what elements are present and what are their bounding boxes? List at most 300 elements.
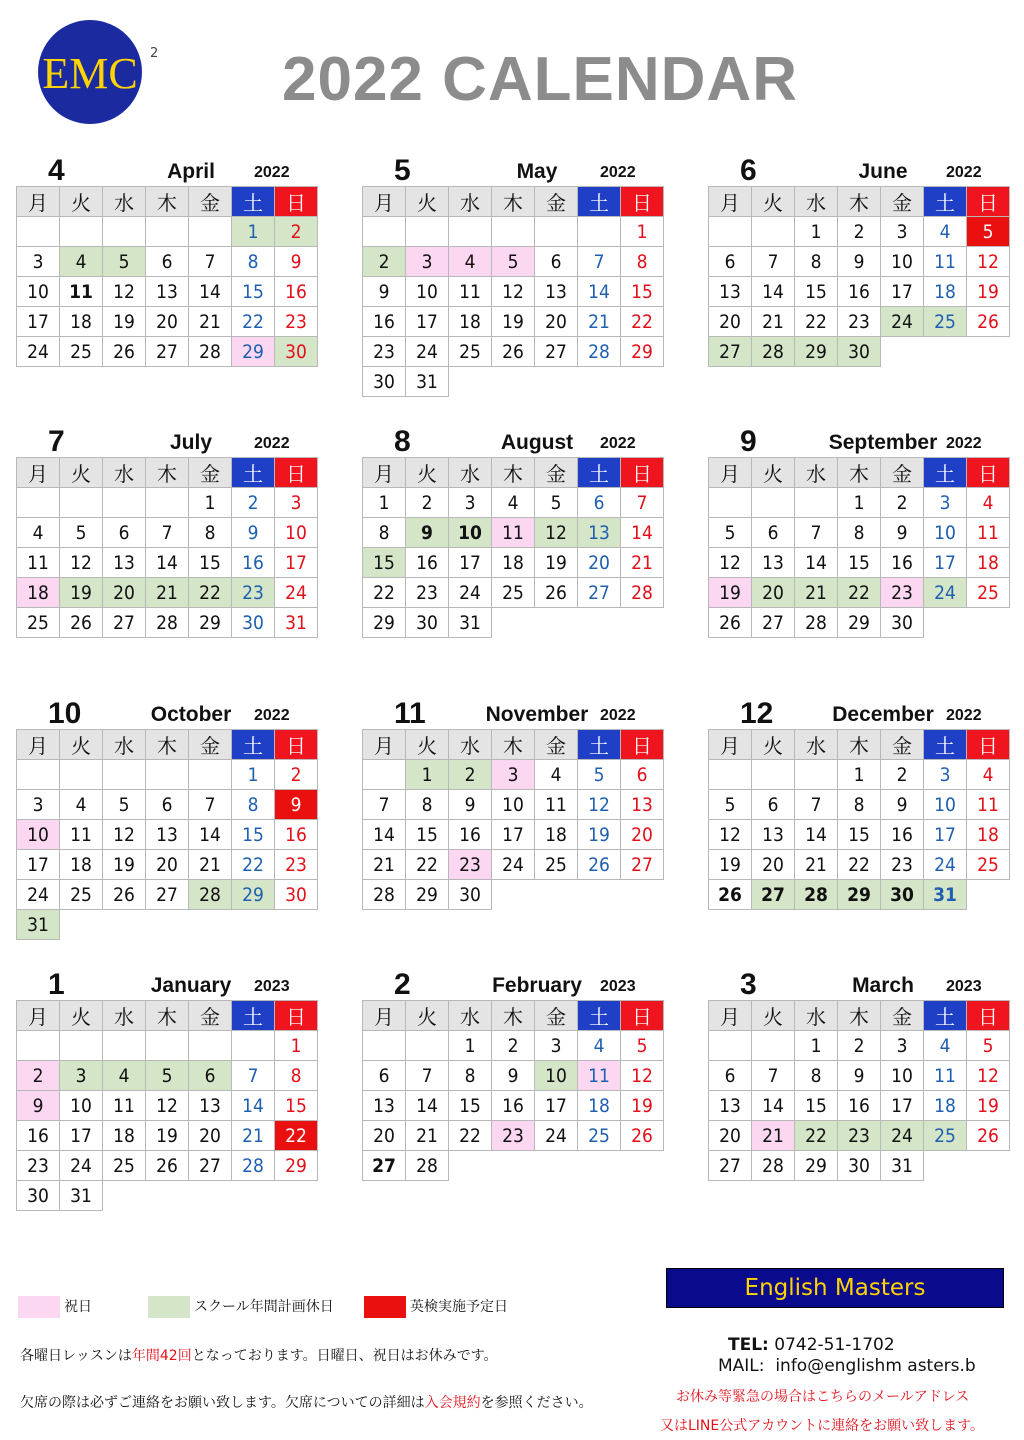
day-cell: 27	[752, 608, 795, 638]
day-cell: 14	[189, 820, 232, 850]
day-cell: 18	[17, 578, 60, 608]
month-year: 2022	[946, 707, 982, 724]
day-cell: 16	[232, 548, 275, 578]
day-cell: 19	[967, 277, 1010, 307]
day-cell: 11	[17, 548, 60, 578]
weekday-header: 水	[449, 187, 492, 217]
blank-cell	[881, 337, 924, 367]
weekday-header: 土	[924, 187, 967, 217]
month-year: 2023	[254, 978, 290, 995]
blank-cell	[189, 760, 232, 790]
blank-cell	[232, 1031, 275, 1061]
weekday-header: 土	[924, 1001, 967, 1031]
day-cell: 7	[578, 247, 621, 277]
blank-cell	[60, 760, 103, 790]
month-number: 1	[48, 968, 65, 1001]
day-cell: 6	[146, 790, 189, 820]
day-cell: 12	[621, 1061, 664, 1091]
day-cell: 5	[967, 1031, 1010, 1061]
day-cell: 16	[275, 277, 318, 307]
day-cell: 30	[17, 1181, 60, 1211]
day-cell: 10	[924, 790, 967, 820]
day-cell: 22	[232, 850, 275, 880]
weekday-header: 木	[146, 1001, 189, 1031]
day-cell: 13	[709, 277, 752, 307]
day-cell: 21	[232, 1121, 275, 1151]
day-cell: 20	[363, 1121, 406, 1151]
weekday-header: 日	[621, 458, 664, 488]
day-cell: 1	[621, 217, 664, 247]
day-cell: 2	[838, 1031, 881, 1061]
blank-cell	[492, 880, 535, 910]
day-cell: 5	[103, 790, 146, 820]
day-cell: 6	[709, 1061, 752, 1091]
blank-cell	[492, 217, 535, 247]
blank-cell	[363, 760, 406, 790]
day-cell: 23	[363, 337, 406, 367]
weekday-header: 日	[275, 187, 318, 217]
day-cell: 19	[103, 850, 146, 880]
day-cell: 8	[449, 1061, 492, 1091]
blank-cell	[103, 488, 146, 518]
day-cell: 16	[881, 548, 924, 578]
holiday-swatch	[18, 1296, 60, 1318]
lesson-note: 各曜日レッスンは年間42回となっております。日曜日、祝日はお休みです。	[20, 1348, 498, 1364]
day-cell: 26	[103, 337, 146, 367]
blank-cell	[924, 337, 967, 367]
blank-cell	[189, 1031, 232, 1061]
day-cell: 20	[189, 1121, 232, 1151]
day-cell: 5	[146, 1061, 189, 1091]
day-cell: 4	[967, 760, 1010, 790]
weekday-header: 月	[709, 458, 752, 488]
weekday-header: 日	[967, 187, 1010, 217]
day-cell: 20	[578, 548, 621, 578]
blank-cell	[275, 910, 318, 940]
day-cell: 11	[967, 518, 1010, 548]
day-cell: 29	[838, 880, 881, 910]
blank-cell	[449, 217, 492, 247]
blank-cell	[17, 1031, 60, 1061]
blank-cell	[492, 1151, 535, 1181]
blank-cell	[535, 217, 578, 247]
weekday-header: 金	[189, 1001, 232, 1031]
day-cell: 11	[924, 247, 967, 277]
day-cell: 14	[752, 277, 795, 307]
day-cell: 26	[967, 1121, 1010, 1151]
day-cell: 23	[275, 307, 318, 337]
day-cell: 5	[60, 518, 103, 548]
day-cell: 25	[967, 850, 1010, 880]
day-cell: 4	[492, 488, 535, 518]
day-cell: 28	[232, 1151, 275, 1181]
blank-cell	[752, 217, 795, 247]
day-cell: 23	[881, 578, 924, 608]
day-cell: 15	[838, 548, 881, 578]
day-cell: 3	[60, 1061, 103, 1091]
day-cell: 12	[146, 1091, 189, 1121]
weekday-header: 火	[752, 187, 795, 217]
day-cell: 18	[492, 548, 535, 578]
month-year: 2022	[254, 707, 290, 724]
weekday-header: 水	[103, 730, 146, 760]
page-title: 2022 CALENDAR	[281, 45, 799, 114]
day-cell: 25	[924, 1121, 967, 1151]
day-cell: 2	[881, 488, 924, 518]
day-cell: 21	[752, 1121, 795, 1151]
day-cell: 16	[492, 1091, 535, 1121]
day-cell: 11	[967, 790, 1010, 820]
day-cell: 20	[709, 307, 752, 337]
day-cell: 1	[838, 488, 881, 518]
day-cell: 4	[967, 488, 1010, 518]
day-cell: 23	[838, 1121, 881, 1151]
weekday-header: 木	[146, 187, 189, 217]
day-cell: 21	[406, 1121, 449, 1151]
month-number: 7	[48, 425, 65, 458]
month-year: 2022	[254, 164, 290, 181]
month-number: 8	[394, 425, 411, 458]
month-name: August	[500, 431, 574, 454]
day-cell: 26	[621, 1121, 664, 1151]
day-cell: 3	[406, 247, 449, 277]
blank-cell	[578, 217, 621, 247]
day-cell: 14	[406, 1091, 449, 1121]
day-cell: 4	[924, 217, 967, 247]
weekday-header: 水	[449, 1001, 492, 1031]
day-cell: 7	[232, 1061, 275, 1091]
day-cell: 22	[795, 307, 838, 337]
day-cell: 4	[103, 1061, 146, 1091]
day-cell: 20	[621, 820, 664, 850]
day-cell: 20	[535, 307, 578, 337]
month-name: May	[516, 160, 558, 183]
svg-text:EMC: EMC	[42, 49, 138, 98]
weekday-header: 火	[752, 1001, 795, 1031]
weekday-header: 水	[449, 730, 492, 760]
day-cell: 12	[103, 820, 146, 850]
day-cell: 11	[492, 518, 535, 548]
day-cell: 11	[103, 1091, 146, 1121]
day-cell: 11	[578, 1061, 621, 1091]
month-name: December	[832, 703, 934, 726]
day-cell: 4	[17, 518, 60, 548]
weekday-header: 火	[406, 458, 449, 488]
blank-cell	[621, 880, 664, 910]
weekday-header: 土	[578, 187, 621, 217]
blank-cell	[492, 608, 535, 638]
blank-cell	[406, 217, 449, 247]
day-cell: 13	[709, 1091, 752, 1121]
day-cell: 3	[881, 217, 924, 247]
day-cell: 14	[795, 548, 838, 578]
day-cell: 19	[60, 578, 103, 608]
day-cell: 9	[275, 790, 318, 820]
day-cell: 15	[189, 548, 232, 578]
day-cell: 19	[535, 548, 578, 578]
day-cell: 19	[709, 578, 752, 608]
day-cell: 26	[578, 850, 621, 880]
day-cell: 7	[189, 790, 232, 820]
day-cell: 24	[449, 578, 492, 608]
day-cell: 18	[60, 850, 103, 880]
blank-cell	[406, 1031, 449, 1061]
day-cell: 25	[967, 578, 1010, 608]
day-cell: 25	[492, 578, 535, 608]
day-cell: 12	[535, 518, 578, 548]
month-number: 4	[48, 154, 65, 187]
day-cell: 17	[17, 850, 60, 880]
day-cell: 9	[232, 518, 275, 548]
weekday-header: 金	[189, 730, 232, 760]
weekday-header: 火	[60, 730, 103, 760]
day-cell: 18	[60, 307, 103, 337]
blank-cell	[578, 367, 621, 397]
day-cell: 14	[363, 820, 406, 850]
day-cell: 10	[17, 277, 60, 307]
day-cell: 30	[838, 337, 881, 367]
weekday-header: 月	[709, 187, 752, 217]
weekday-header: 水	[449, 458, 492, 488]
day-cell: 26	[146, 1151, 189, 1181]
day-cell: 22	[232, 307, 275, 337]
day-cell: 9	[275, 247, 318, 277]
weekday-header: 水	[795, 730, 838, 760]
day-cell: 15	[406, 820, 449, 850]
day-cell: 9	[838, 247, 881, 277]
month-year: 2022	[600, 164, 636, 181]
brand-banner: English Masters	[666, 1268, 1004, 1308]
day-cell: 31	[881, 1151, 924, 1181]
day-cell: 8	[838, 518, 881, 548]
day-cell: 9	[363, 277, 406, 307]
weekday-header: 月	[363, 458, 406, 488]
day-cell: 2	[406, 488, 449, 518]
day-cell: 8	[406, 790, 449, 820]
blank-cell	[103, 910, 146, 940]
day-cell: 8	[621, 247, 664, 277]
month-name: February	[492, 974, 582, 997]
day-cell: 16	[838, 277, 881, 307]
day-cell: 23	[232, 578, 275, 608]
day-cell: 3	[17, 247, 60, 277]
day-cell: 23	[406, 578, 449, 608]
month-table	[16, 1000, 318, 1211]
day-cell: 7	[363, 790, 406, 820]
day-cell: 10	[406, 277, 449, 307]
day-cell: 20	[146, 850, 189, 880]
day-cell: 8	[795, 247, 838, 277]
day-cell: 8	[838, 790, 881, 820]
day-cell: 30	[881, 880, 924, 910]
day-cell: 17	[924, 548, 967, 578]
day-cell: 16	[449, 820, 492, 850]
day-cell: 8	[795, 1061, 838, 1091]
day-cell: 18	[449, 307, 492, 337]
day-cell: 13	[752, 548, 795, 578]
month-year: 2022	[600, 435, 636, 452]
day-cell: 20	[752, 578, 795, 608]
blank-cell	[60, 217, 103, 247]
weekday-header: 月	[363, 730, 406, 760]
day-cell: 15	[232, 820, 275, 850]
day-cell: 2	[449, 760, 492, 790]
weekday-header: 火	[60, 1001, 103, 1031]
blank-cell	[795, 760, 838, 790]
day-cell: 2	[363, 247, 406, 277]
month-name: April	[167, 160, 215, 183]
weekday-header: 土	[232, 730, 275, 760]
month-name: July	[169, 431, 213, 454]
month-number: 10	[48, 697, 82, 730]
weekday-header: 土	[232, 187, 275, 217]
day-cell: 26	[492, 337, 535, 367]
day-cell: 19	[492, 307, 535, 337]
day-cell: 25	[449, 337, 492, 367]
blank-cell	[232, 910, 275, 940]
day-cell: 7	[752, 247, 795, 277]
day-cell: 29	[795, 337, 838, 367]
day-cell: 4	[449, 247, 492, 277]
month-table	[708, 186, 1010, 367]
blank-cell	[449, 367, 492, 397]
day-cell: 13	[578, 518, 621, 548]
logo-superscript: 2	[150, 46, 159, 61]
day-cell: 8	[363, 518, 406, 548]
day-cell: 20	[146, 307, 189, 337]
day-cell: 19	[621, 1091, 664, 1121]
emergency-note-1: お休み等緊急の場合はこちらのメールアドレス	[676, 1389, 970, 1405]
weekday-header: 月	[17, 1001, 60, 1031]
day-cell: 29	[838, 608, 881, 638]
day-cell: 12	[492, 277, 535, 307]
day-cell: 29	[275, 1151, 318, 1181]
blank-cell	[146, 910, 189, 940]
day-cell: 20	[752, 850, 795, 880]
day-cell: 26	[967, 307, 1010, 337]
legend-school: スクール年間計画休日	[194, 1299, 334, 1315]
month-table	[708, 457, 1010, 638]
day-cell: 8	[275, 1061, 318, 1091]
day-cell: 24	[881, 1121, 924, 1151]
day-cell: 23	[492, 1121, 535, 1151]
day-cell: 6	[103, 518, 146, 548]
day-cell: 18	[924, 1091, 967, 1121]
mail-link[interactable]: info@englishm asters.b	[775, 1356, 976, 1376]
day-cell: 25	[60, 337, 103, 367]
month-may	[362, 154, 666, 397]
day-cell: 23	[881, 850, 924, 880]
day-cell: 25	[17, 608, 60, 638]
day-cell: 30	[363, 367, 406, 397]
day-cell: 10	[449, 518, 492, 548]
day-cell: 9	[881, 790, 924, 820]
day-cell: 28	[752, 1151, 795, 1181]
blank-cell	[967, 608, 1010, 638]
month-february	[362, 968, 666, 1181]
day-cell: 2	[17, 1061, 60, 1091]
blank-cell	[578, 1151, 621, 1181]
day-cell: 28	[578, 337, 621, 367]
day-cell: 7	[752, 1061, 795, 1091]
day-cell: 17	[449, 548, 492, 578]
day-cell: 15	[275, 1091, 318, 1121]
day-cell: 24	[17, 337, 60, 367]
weekday-header: 火	[406, 187, 449, 217]
day-cell: 6	[363, 1061, 406, 1091]
weekday-header: 木	[838, 730, 881, 760]
day-cell: 1	[232, 760, 275, 790]
blank-cell	[17, 760, 60, 790]
day-cell: 3	[924, 488, 967, 518]
day-cell: 9	[881, 518, 924, 548]
day-cell: 24	[924, 850, 967, 880]
day-cell: 19	[967, 1091, 1010, 1121]
blank-cell	[449, 1151, 492, 1181]
day-cell: 10	[881, 1061, 924, 1091]
day-cell: 16	[17, 1121, 60, 1151]
day-cell: 1	[406, 760, 449, 790]
day-cell: 16	[881, 820, 924, 850]
day-cell: 8	[189, 518, 232, 548]
day-cell: 30	[275, 880, 318, 910]
day-cell: 22	[838, 850, 881, 880]
day-cell: 31	[449, 608, 492, 638]
day-cell: 18	[924, 277, 967, 307]
day-cell: 6	[535, 247, 578, 277]
emergency-note-2: 又はLINE公式アカウントに連絡をお願い致します。	[660, 1418, 984, 1434]
blank-cell	[752, 1031, 795, 1061]
blank-cell	[924, 608, 967, 638]
weekday-header: 月	[17, 458, 60, 488]
blank-cell	[103, 760, 146, 790]
weekday-header: 土	[578, 730, 621, 760]
day-cell: 20	[103, 578, 146, 608]
weekday-header: 木	[838, 458, 881, 488]
day-cell: 8	[232, 247, 275, 277]
weekday-header: 日	[621, 187, 664, 217]
month-september	[708, 425, 1012, 638]
weekday-header: 火	[60, 187, 103, 217]
day-cell: 22	[621, 307, 664, 337]
day-cell: 21	[795, 578, 838, 608]
day-cell: 27	[146, 880, 189, 910]
day-cell: 27	[103, 608, 146, 638]
weekday-header: 月	[709, 730, 752, 760]
month-august	[362, 425, 666, 638]
weekday-header: 日	[967, 730, 1010, 760]
day-cell: 6	[752, 790, 795, 820]
weekday-header: 土	[924, 730, 967, 760]
day-cell: 24	[17, 880, 60, 910]
day-cell: 13	[752, 820, 795, 850]
blank-cell	[752, 488, 795, 518]
month-november	[362, 697, 666, 910]
month-table	[362, 1000, 664, 1181]
day-cell: 28	[363, 880, 406, 910]
month-table	[708, 1000, 1010, 1181]
month-name: September	[828, 431, 938, 454]
day-cell: 29	[363, 608, 406, 638]
day-cell: 2	[492, 1031, 535, 1061]
day-cell: 7	[795, 790, 838, 820]
blank-cell	[146, 760, 189, 790]
day-cell: 17	[881, 277, 924, 307]
weekday-header: 土	[924, 458, 967, 488]
weekday-header: 木	[838, 1001, 881, 1031]
weekday-header: 月	[709, 1001, 752, 1031]
day-cell: 27	[578, 578, 621, 608]
